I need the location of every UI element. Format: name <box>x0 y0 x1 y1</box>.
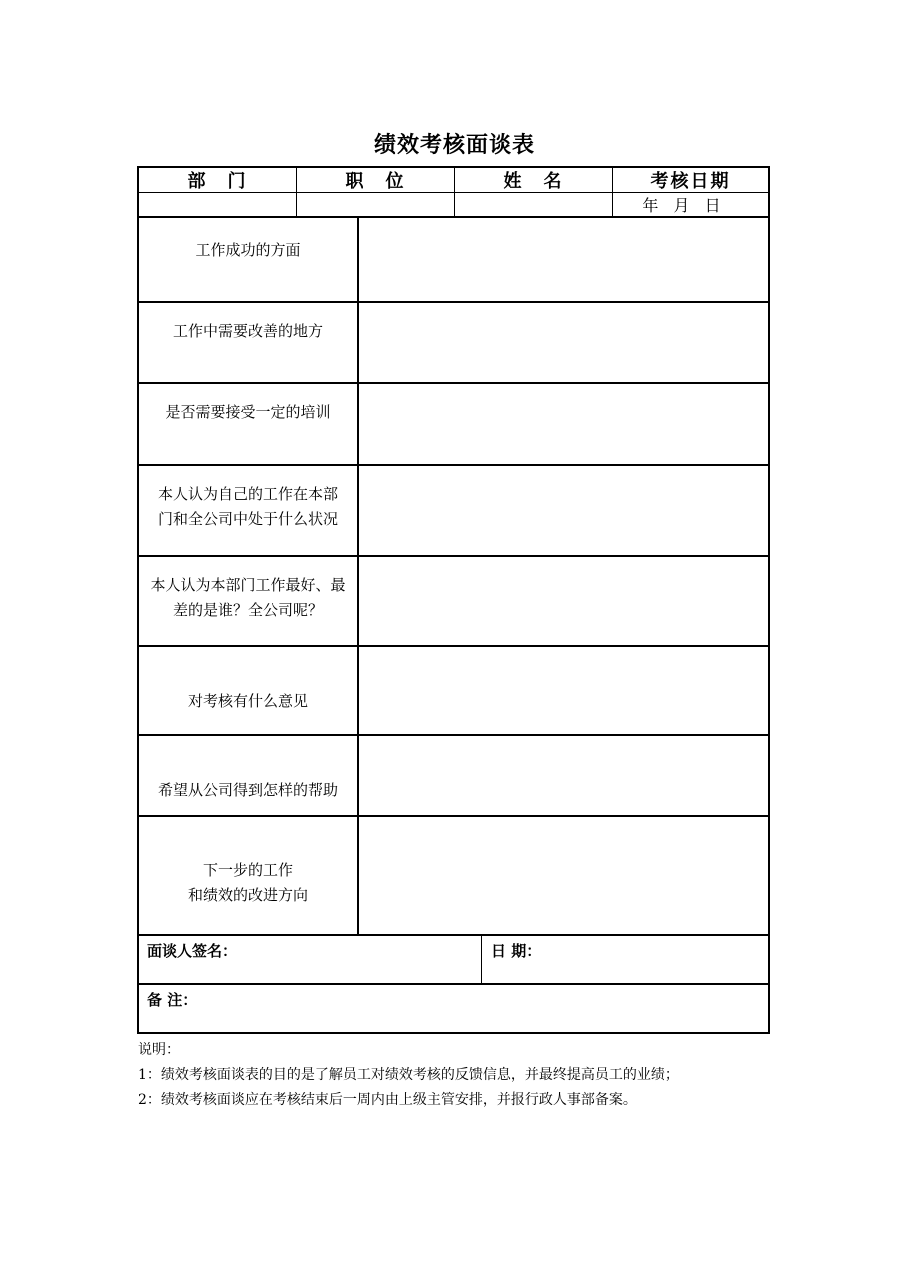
answer-area[interactable] <box>359 218 768 301</box>
page-title: 绩效考核面谈表 <box>373 133 535 158</box>
header-position: 职 位 <box>345 171 406 192</box>
question-label: 本人认为本部门工作最好、最 差的是谁？全公司呢？ <box>150 576 346 619</box>
notes-heading: 说明： <box>138 1042 180 1058</box>
col-divider <box>481 934 482 984</box>
question-label: 对考核有什么意见 <box>187 692 308 710</box>
header-department: 部 门 <box>187 171 248 192</box>
answer-area[interactable] <box>359 557 768 645</box>
row-divider <box>139 934 768 936</box>
header-name: 姓 名 <box>503 171 564 192</box>
answer-area[interactable] <box>359 466 768 555</box>
question-label: 工作中需要改善的地方 <box>172 322 323 340</box>
remarks-label: 备 注： <box>147 991 198 1009</box>
answer-area[interactable] <box>359 384 768 464</box>
header-review-date: 考核日期 <box>650 171 731 192</box>
review-date-field[interactable]: 年 月 日 <box>642 196 724 215</box>
question-label: 工作成功的方面 <box>195 241 301 259</box>
question-label: 下一步的工作 和绩效的改进方向 <box>187 861 308 904</box>
notes-section <box>138 1038 679 1113</box>
note-item: 2：绩效考核面谈应在考核结束后一周内由上级主管安排，并报行政人事部备案。 <box>138 1092 637 1108</box>
answer-area[interactable] <box>359 647 768 734</box>
row-divider <box>139 983 768 985</box>
answer-area[interactable] <box>359 817 768 934</box>
answer-area[interactable] <box>359 303 768 382</box>
note-item: 1：绩效考核面谈表的目的是了解员工对绩效考核的反馈信息，并最终提高员工的业绩； <box>138 1067 679 1083</box>
interview-form-table <box>137 166 770 1034</box>
signature-date-label: 日 期： <box>491 942 542 960</box>
name-field[interactable] <box>455 193 612 216</box>
question-label: 是否需要接受一定的培训 <box>165 403 331 421</box>
position-field[interactable] <box>297 193 454 216</box>
answer-area[interactable] <box>359 736 768 815</box>
question-label: 希望从公司得到怎样的帮助 <box>157 781 338 799</box>
department-field[interactable] <box>139 193 296 216</box>
question-label: 本人认为自己的工作在本部 门和全公司中处于什么状况 <box>157 485 338 528</box>
interviewer-signature-label: 面谈人签名： <box>147 942 238 960</box>
